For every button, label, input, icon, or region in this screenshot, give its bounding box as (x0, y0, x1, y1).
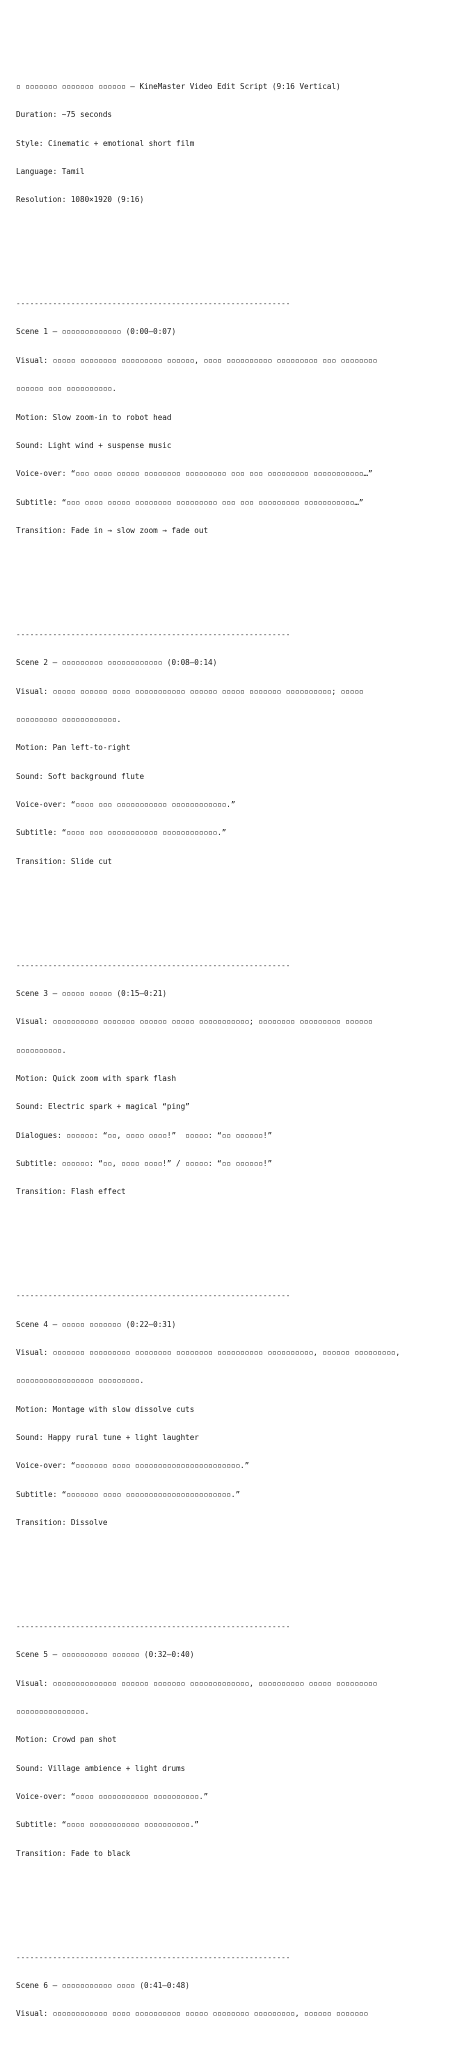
scene-visual: Visual: ▫▫▫▫▫▫▫▫▫▫▫▫▫▫ ▫▫▫▫▫▫ ▫▫▫▫▫▫▫ ▫▫▫▫▫▫▫▫▫▫▫▫▫, ▫▫▫▫▫▫▫▫▫▫ ▫▫▫▫▫ ▫▫▫▫▫▫▫▫▫ (16, 1678, 378, 1688)
duration-line: Duration: ~75 seconds (16, 110, 113, 120)
style-line: Style: Cinematic + emotional short film (16, 138, 195, 148)
scene-sound: Sound: Soft background flute (16, 771, 145, 781)
scene-heading: Scene 3 – ▫▫▫▫▫ ▫▫▫▫▫ (0:15–0:21) (16, 988, 167, 998)
scene-transition: Transition: Fade to black (16, 1848, 131, 1858)
scene-subtitle: Subtitle: “▫▫▫ ▫▫▫▫ ▫▫▫▫▫ ▫▫▫▫▫▫▫▫ ▫▫▫▫▫▫▫▫▫ ▫▫▫ ▫▫▫ ▫▫▫▫▫▫▫▫▫ ▫▫▫▫▫▫▫▫▫▫▫…” (16, 497, 364, 507)
scene-visual: Visual: ▫▫▫▫▫▫▫▫▫▫ ▫▫▫▫▫▫▫ ▫▫▫▫▫▫ ▫▫▫▫▫ ▫▫▫▫▫▫▫▫▫▫▫; ▫▫▫▫▫▫▫▫ ▫▫▫▫▫▫▫▫▫ ▫▫▫▫▫▫ (16, 1017, 373, 1027)
scene-heading: Scene 6 – ▫▫▫▫▫▫▫▫▫▫▫ ▫▫▫▫ (0:41–0:48) (16, 1981, 190, 1990)
language-line: Language: Tamil (16, 166, 85, 176)
scene-motion: Motion: Slow zoom-in to robot head (16, 412, 172, 422)
scene-heading: Scene 2 – ▫▫▫▫▫▫▫▫▫ ▫▫▫▫▫▫▫▫▫▫▫▫ (0:08–0:14) (16, 658, 218, 668)
scene-block (16, 1244, 462, 1546)
scene-transition: Transition: Slide cut (16, 856, 113, 866)
section-divider: ------------------------------------------------------------ (16, 629, 291, 639)
scene-visual: Visual: ▫▫▫▫▫ ▫▫▫▫▫▫▫▫ ▫▫▫▫▫▫▫▫▫ ▫▫▫▫▫▫, ▫▫▫▫ ▫▫▫▫▫▫▫▫▫▫ ▫▫▫▫▫▫▫▫▫ ▫▫▫ ▫▫▫▫▫▫▫▫ (16, 355, 378, 365)
scene-visual: Visual: ▫▫▫▫▫▫▫ ▫▫▫▫▫▫▫▫▫ ▫▫▫▫▫▫▫▫ ▫▫▫▫▫▫▫▫ ▫▫▫▫▫▫▫▫▫▫ ▫▫▫▫▫▫▫▫▫▫, ▫▫▫▫▫▫ ▫▫▫▫▫▫▫▫▫, (16, 1347, 401, 1357)
scene-voice-over: Voice-over: “▫▫▫▫▫▫▫ ▫▫▫▫ ▫▫▫▫▫▫▫▫▫▫▫▫▫▫▫▫▫▫▫▫▫▫▫.” (16, 1461, 250, 1471)
scene-block (16, 913, 462, 1215)
scene-transition: Transition: Fade in → slow zoom → fade out (16, 525, 209, 535)
document-title: ▫ ▫▫▫▫▫▫▫ ▫▫▫▫▫▫▫ ▫▫▫▫▫▫ – KineMaster Video Edit Script (9:16 Vertical) (16, 81, 341, 91)
scene-subtitle: Subtitle: “▫▫▫▫▫▫▫ ▫▫▫▫ ▫▫▫▫▫▫▫▫▫▫▫▫▫▫▫▫▫▫▫▫▫▫▫.” (16, 1489, 241, 1499)
scene-subtitle: Subtitle: “▫▫▫▫ ▫▫▫ ▫▫▫▫▫▫▫▫▫▫▫ ▫▫▫▫▫▫▫▫▫▫▫▫.” (16, 828, 227, 838)
scene-visual: Visual: ▫▫▫▫▫▫▫▫▫▫▫▫ ▫▫▫▫ ▫▫▫▫▫▫▫▫▫▫ ▫▫▫▫▫ ▫▫▫▫▫▫▫▫ ▫▫▫▫▫▫▫▫▫, ▫▫▫▫▫▫ ▫▫▫▫▫▫▫ (16, 2009, 369, 2019)
scene-block (16, 1575, 462, 1877)
scene-visual-cont: ▫▫▫▫▫▫▫▫▫ ▫▫▫▫▫▫▫▫▫▫▫▫. (16, 714, 122, 724)
scene-block (16, 583, 462, 885)
scene-voice-over: Voice-over: “▫▫▫ ▫▫▫▫ ▫▫▫▫▫ ▫▫▫▫▫▫▫▫ ▫▫▫▫▫▫▫▫▫ ▫▫▫ ▫▫▫ ▫▫▫▫▫▫▫▫▫ ▫▫▫▫▫▫▫▫▫▫▫…” (16, 469, 373, 479)
section-divider: ------------------------------------------------------------ (16, 960, 291, 970)
scene-heading: Scene 4 – ▫▫▫▫▫ ▫▫▫▫▫▫▫ (0:22–0:31) (16, 1319, 177, 1329)
scene-visual-cont: ▫▫▫▫▫▫ ▫▫▫ ▫▫▫▫▫▫▫▫▫▫. (16, 384, 117, 394)
scene-voice-over: Voice-over: “▫▫▫▫ ▫▫▫▫▫▫▫▫▫▫▫ ▫▫▫▫▫▫▫▫▫▫.” (16, 1792, 209, 1802)
scene-transition: Transition: Dissolve (16, 1518, 108, 1527)
scene-dialogues: Dialogues: ▫▫▫▫▫▫: “▫▫, ▫▫▫▫ ▫▫▫▫!” ▫▫▫▫▫: “▫▫ ▫▫▫▫▫▫!” (16, 1130, 273, 1140)
scene-sound: Sound: Village ambience + light drums (16, 1763, 186, 1773)
scene-motion: Motion: Quick zoom with spark flash (16, 1073, 177, 1083)
section-divider: ------------------------------------------------------------ (16, 1291, 291, 1301)
section-divider: ------------------------------------------------------------ (16, 1952, 291, 1962)
scene-sound: Sound: Electric spark + magical “ping” (16, 1102, 190, 1112)
section-divider: ------------------------------------------------------------ (16, 299, 291, 309)
scene-visual-cont: ▫▫▫▫▫▫▫▫▫▫▫▫▫▫▫. (16, 1706, 90, 1716)
scene-heading: Scene 5 – ▫▫▫▫▫▫▫▫▫▫ ▫▫▫▫▫▫ (0:32–0:40) (16, 1650, 195, 1660)
section-divider: ------------------------------------------------------------ (16, 1621, 291, 1631)
scene-motion: Motion: Pan left-to-right (16, 743, 131, 753)
scene-block (16, 1905, 462, 2037)
scene-sound: Sound: Happy rural tune + light laughter (16, 1432, 199, 1442)
scene-transition: Transition: Flash effect (16, 1187, 126, 1197)
scene-subtitle: Subtitle: ▫▫▫▫▫▫: “▫▫, ▫▫▫▫ ▫▫▫▫!” / ▫▫▫▫▫: “▫▫ ▫▫▫▫▫▫!” (16, 1158, 273, 1168)
scene-heading: Scene 1 – ▫▫▫▫▫▫▫▫▫▫▫▫▫ (0:00–0:07) (16, 327, 177, 337)
scene-sound: Sound: Light wind + suspense music (16, 440, 172, 450)
resolution-line: Resolution: 1080×1920 (9:16) (16, 195, 145, 205)
scene-visual: Visual: ▫▫▫▫▫ ▫▫▫▫▫▫ ▫▫▫▫ ▫▫▫▫▫▫▫▫▫▫▫ ▫▫▫▫▫▫ ▫▫▫▫▫ ▫▫▫▫▫▫▫ ▫▫▫▫▫▫▫▫▫▫; ▫▫▫▫▫ (16, 686, 364, 696)
script-document (16, 44, 462, 2047)
scene-visual-cont: ▫▫▫▫▫▫▫▫▫▫. (16, 1045, 67, 1055)
scene-motion: Motion: Montage with slow dissolve cuts (16, 1404, 195, 1414)
scene-voice-over: Voice-over: “▫▫▫▫ ▫▫▫ ▫▫▫▫▫▫▫▫▫▫▫ ▫▫▫▫▫▫▫▫▫▫▫▫.” (16, 799, 236, 809)
scene-motion: Motion: Crowd pan shot (16, 1735, 117, 1745)
scene-visual-cont: ▫▫▫▫▫▫▫▫▫▫▫▫▫▫▫▫▫ ▫▫▫▫▫▫▫▫▫. (16, 1376, 145, 1386)
document-header (16, 63, 462, 224)
scene-block (16, 252, 462, 554)
scene-subtitle: Subtitle: “▫▫▫▫ ▫▫▫▫▫▫▫▫▫▫▫ ▫▫▫▫▫▫▫▫▫▫.” (16, 1820, 199, 1830)
